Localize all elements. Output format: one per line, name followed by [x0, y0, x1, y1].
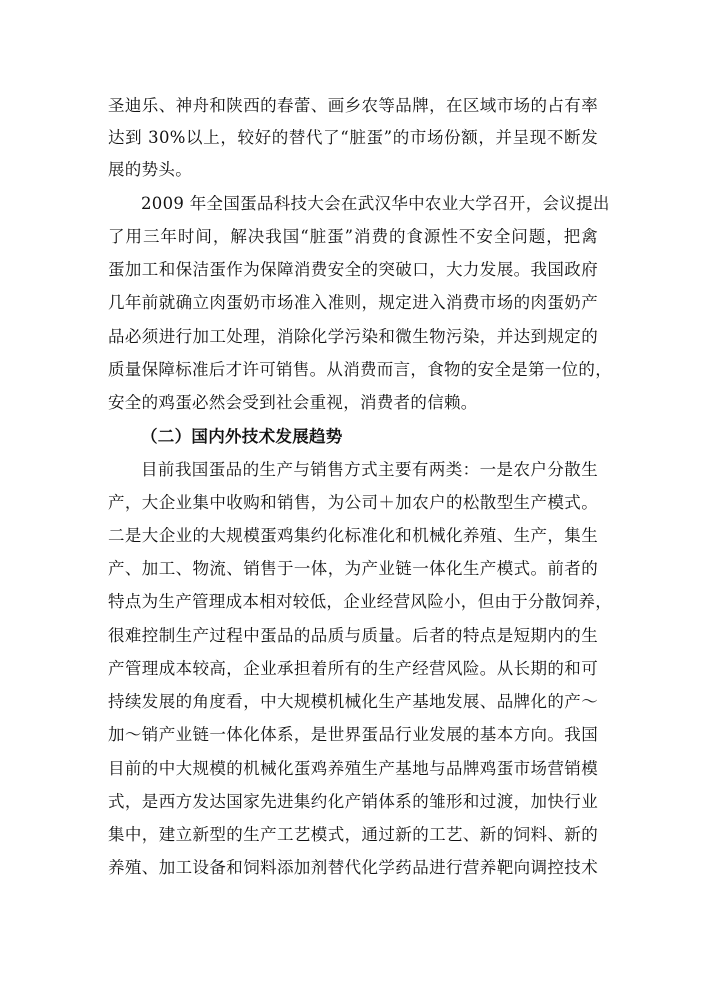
paragraph-2-line-4: 几年前就确立肉蛋奶市场准入准则，规定进入消费市场的肉蛋奶产: [108, 293, 598, 312]
paragraph-3-line-5: 特点为生产管理成本相对较低，企业经营风险小，但由于分散饲养，: [108, 592, 612, 611]
paragraph-3-line-11: 式，是西方发达国家先进集约化产销体系的雏形和过渡，加快行业: [108, 792, 598, 811]
paragraph-2-line-7: 安全的鸡蛋必然会受到社会重视，消费者的信赖。: [108, 393, 478, 412]
paragraph-2-line-1: 2009 年全国蛋品科技大会在武汉华中农业大学召开，会议提出: [141, 194, 610, 213]
paragraph-3-line-13: 养殖、加工设备和饲料添加剂替代化学药品进行营养靶向调控技术: [108, 858, 598, 877]
paragraph-2-line-2: 了用三年时间，解决我国“脏蛋”消费的食源性不安全问题，把禽: [108, 227, 598, 246]
paragraph-2-line-3: 蛋加工和保洁蛋作为保障消费安全的突破口，大力发展。我国政府: [108, 260, 598, 279]
paragraph-3-line-3: 二是大企业的大规模蛋鸡集约化标准化和机械化养殖、生产，集生: [108, 526, 598, 545]
paragraph-1-line-1: 圣迪乐、神舟和陕西的春蕾、画乡农等品牌，在区域市场的占有率: [108, 96, 598, 115]
paragraph-3-line-4: 产、加工、物流、销售于一体，为产业链一体化生产模式。前者的: [108, 559, 598, 578]
paragraph-3-line-6: 很难控制生产过程中蛋品的品质与质量。后者的特点是短期内的生: [108, 626, 598, 645]
paragraph-3-line-9: 加～销产业链一体化体系，是世界蛋品行业发展的基本方向。我国: [108, 725, 598, 744]
paragraph-3-line-7: 产管理成本较高，企业承担着所有的生产经营风险。从长期的和可: [108, 659, 598, 678]
paragraph-3-line-12: 集中，建立新型的生产工艺模式，通过新的工艺、新的饲料、新的: [108, 825, 598, 844]
paragraph-1-line-3: 展的势头。: [108, 160, 192, 179]
paragraph-2-line-6: 质量保障标准后才许可销售。从消费而言，食物的安全是第一位的，: [108, 360, 612, 379]
paragraph-3-line-2: 产，大企业集中收购和销售，为公司＋加农户的松散型生产模式。: [108, 493, 598, 512]
paragraph-3-line-8: 持续发展的角度看，中大规模机械化生产基地发展、品牌化的产～: [108, 692, 598, 711]
paragraph-2-line-5: 品必须进行加工处理，消除化学污染和微生物污染，并达到规定的: [108, 327, 598, 346]
paragraph-3-line-10: 目前的中大规模的机械化蛋鸡养殖生产基地与品牌鸡蛋市场营销模: [108, 759, 598, 778]
paragraph-1-line-2: 达到 30%以上，较好的替代了“脏蛋”的市场份额，并呈现不断发: [108, 128, 598, 147]
paragraph-3-line-1: 目前我国蛋品的生产与销售方式主要有两类：一是农户分散生: [141, 460, 598, 479]
section-heading: （二）国内外技术发展趋势: [141, 427, 343, 446]
